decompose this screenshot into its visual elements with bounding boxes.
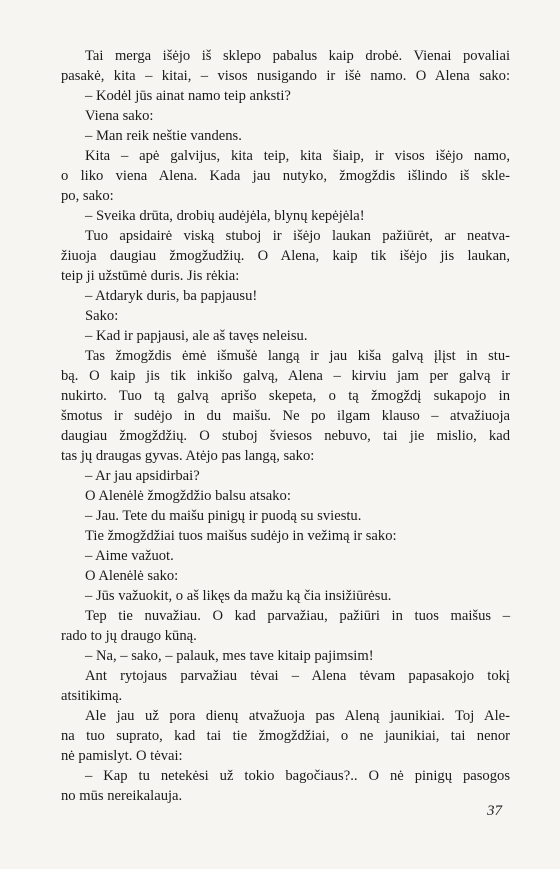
- text-line: – Sveika drūta, drobių audėjėla, blynų kepėjėla!: [85, 208, 365, 224]
- text-line: Tuo apsidairė viską stuboj ir išėjo laukan pažiūrėt, ar neatva-: [85, 228, 510, 244]
- text-line: po, sako:: [61, 188, 114, 204]
- text-line: Ale jau už pora dienų atvažuoja pas Aleną jaunikiai. Toj Ale-: [85, 708, 510, 724]
- text-line: pasakė, kita – kitai, – visos nusigando ir išė namo. O Alena sako:: [61, 68, 510, 84]
- text-line: atsitikimą.: [61, 688, 123, 704]
- text-line: – Jau. Tete du maišu pinigų ir puodą su sviestu.: [85, 508, 362, 524]
- body-text: [61, 46, 510, 806]
- text-line: bą. O kaip jis tik inkišo galvą, Alena – kirviu jam per galvą ir: [61, 368, 510, 384]
- text-line: Kita – apė galvijus, kita teip, kita šiaip, ir visos išėjo namo,: [85, 148, 510, 164]
- text-line: tas jų draugas gyvas. Atėjo pas langą, sako:: [61, 448, 315, 464]
- text-line: Tep tie nuvažiau. O kad parvažiau, pažiūri in tuos maišus –: [85, 608, 510, 624]
- text-line: rado to jų draugo kūną.: [61, 628, 197, 644]
- text-line: – Kodėl jūs ainat namo teip anksti?: [85, 88, 291, 104]
- page-number: 37: [487, 803, 502, 819]
- text-line: – Kap tu netekėsi už tokio bagočiaus?.. O nė pinigų pasogos: [85, 768, 510, 784]
- text-line: – Man reik neštie vandens.: [85, 128, 242, 144]
- text-line: daugiau žmogždžių. O stuboj šviesos nebuvo, tai jie mislio, kad: [61, 428, 510, 444]
- text-line: Ant rytojaus parvažiau tėvai – Alena tėvam papasakojo tokį: [85, 668, 510, 684]
- text-line: Tai merga išėjo iš sklepo pabalus kaip drobė. Vienai povaliai: [85, 48, 510, 64]
- text-line: Sako:: [85, 308, 119, 324]
- text-line: šmotus ir sudėjo in du maišu. Ne po ilgam klauso – atvažiuoja: [61, 408, 510, 424]
- text-line: Viena sako:: [85, 108, 154, 124]
- text-line: nukirto. Tuo tą galvą aprišo skepeta, o tą žmogždį sukapojo in: [61, 388, 510, 404]
- text-line: – Ar jau apsidirbai?: [85, 468, 200, 484]
- text-line: O Alenėlė sako:: [85, 568, 179, 584]
- text-line: nė pamislyt. O tėvai:: [61, 748, 183, 764]
- text-line: O Alenėlė žmogždžio balsu atsako:: [85, 488, 291, 504]
- text-line: na tuo suprato, kad tai tie žmogždžiai, o ne jaunikiai, tai nenor: [61, 728, 510, 744]
- text-line: – Aime važuot.: [85, 548, 174, 564]
- text-line: Tie žmogždžiai tuos maišus sudėjo in vežimą ir sako:: [85, 528, 397, 544]
- text-line: – Jūs važuokit, o aš likęs da mažu ką čia insižiūrėsu.: [85, 588, 392, 604]
- text-line: no mūs nereikalauja.: [61, 788, 183, 804]
- text-line: – Atdaryk duris, ba papjausu!: [85, 288, 258, 304]
- text-line: žiuoja daugiau žmogžudžių. O Alena, kaip tik išėjo jis laukan,: [61, 248, 510, 264]
- text-line: o liko viena Alena. Kada jau nutyko, žmogždis išlindo iš skle-: [61, 168, 510, 184]
- text-line: – Kad ir papjausi, ale aš tavęs neleisu.: [85, 328, 308, 344]
- text-line: Tas žmogždis ėmė išmušė langą ir jau kiša galvą įlįst in stu-: [85, 348, 510, 364]
- text-line: – Na, – sako, – palauk, mes tave kitaip pajimsim!: [85, 648, 374, 664]
- text-line: teip ji užstūmė duris. Jis rėkia:: [61, 268, 240, 284]
